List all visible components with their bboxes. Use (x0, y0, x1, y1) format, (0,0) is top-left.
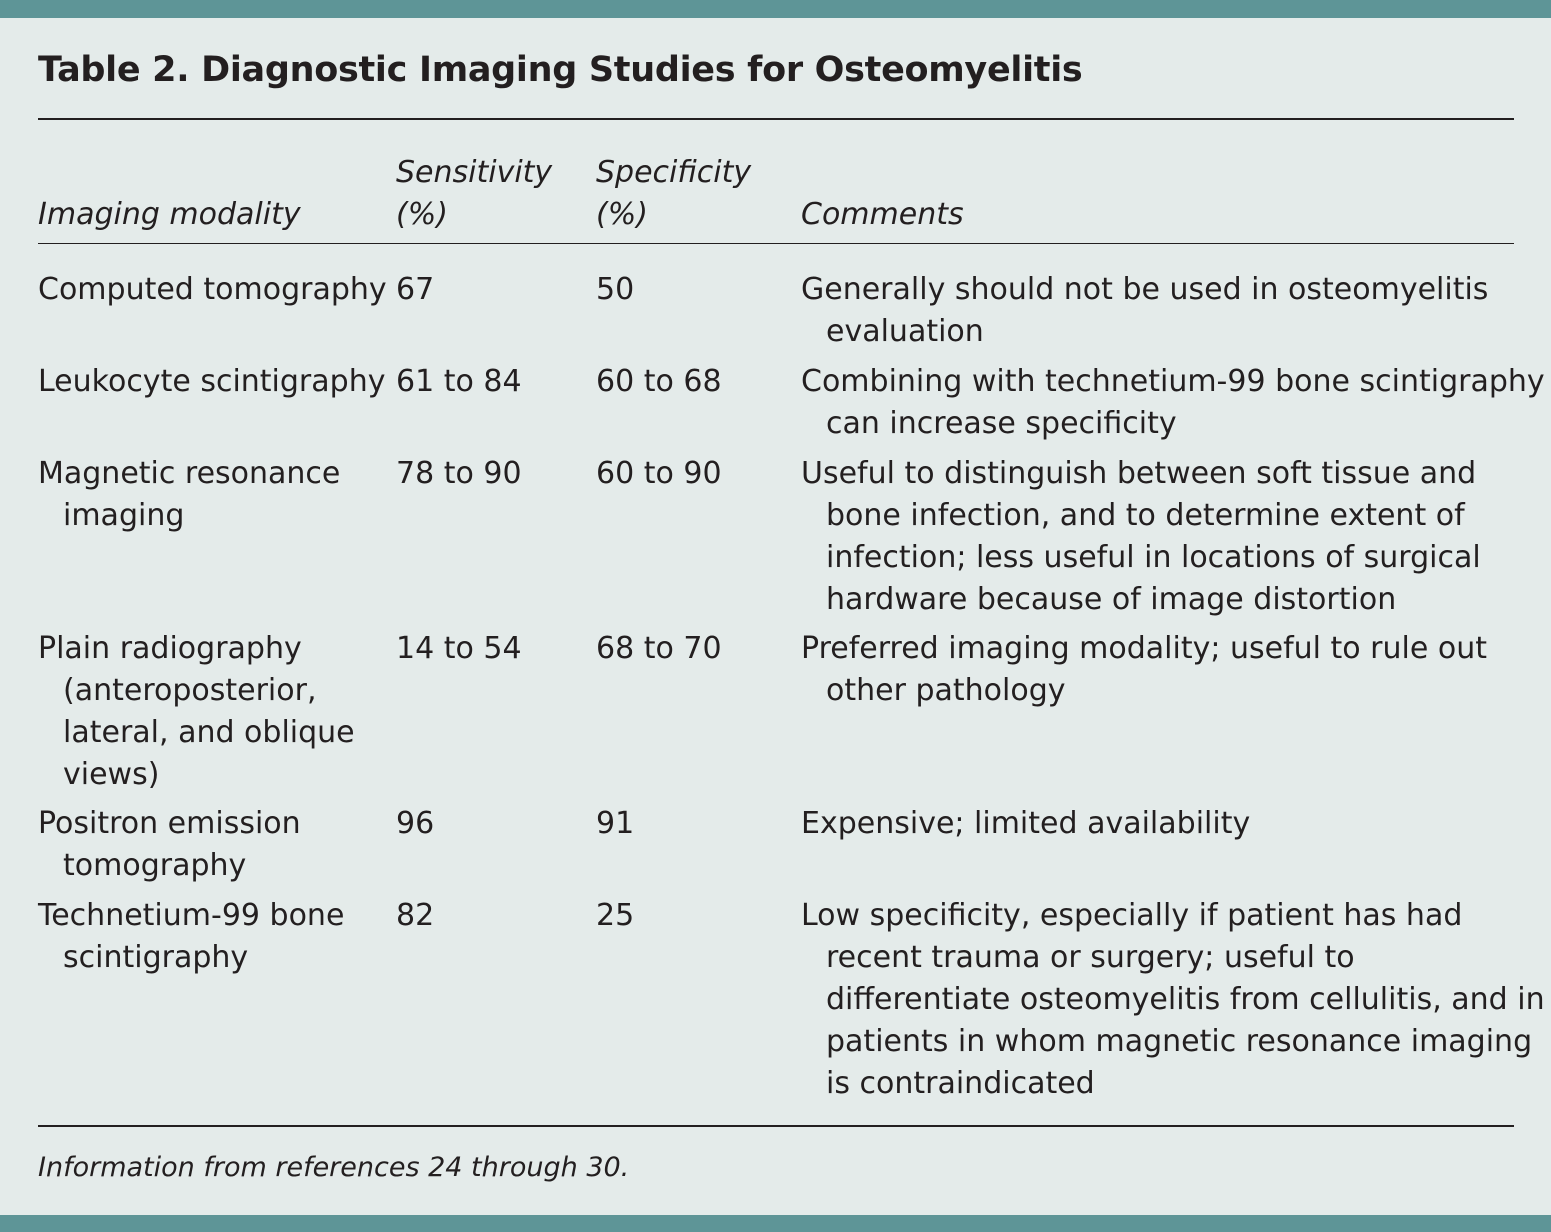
row-pet-sensitivity: 96 (396, 806, 435, 841)
row-plain-radiography-modality: Plain radiography (anteroposterior, lateral, and oblique views) (38, 631, 355, 792)
row-leukocyte-scintigraphy-sensitivity: 61 to 84 (396, 364, 522, 399)
header-sensitivity: Sensitivity (%) (396, 155, 553, 232)
header-specificity: Specificity (%) (596, 155, 752, 232)
row-leukocyte-scintigraphy-comments: Combining with technetium-99 bone scintigraphy can increase specificity (801, 364, 1545, 441)
header-imaging-modality: Imaging modality (38, 197, 301, 232)
row-plain-radiography-sensitivity: 14 to 54 (396, 631, 522, 666)
row-technetium-specificity: 25 (596, 898, 635, 933)
row-plain-radiography-specificity: 68 to 70 (596, 631, 722, 666)
row-technetium-modality: Technetium-99 bone scintigraphy (38, 898, 345, 975)
row-computed-tomography-comments: Generally should not be used in osteomyelitis evaluation (801, 272, 1489, 349)
row-leukocyte-scintigraphy-specificity: 60 to 68 (596, 364, 722, 399)
row-mri-comments: Useful to distinguish between soft tissue and bone infection, and to determine extent of infection; less useful in locations of surgical hardware because of image distortion (801, 456, 1481, 617)
row-mri-modality: Magnetic resonance imaging (38, 456, 341, 533)
table-bottom-rule (38, 1125, 1514, 1127)
title-rule (38, 118, 1514, 120)
row-computed-tomography-sensitivity: 67 (396, 272, 435, 307)
source-footnote: Information from references 24 through 30. (38, 1152, 630, 1183)
row-technetium-sensitivity: 82 (396, 898, 435, 933)
row-plain-radiography-comments: Preferred imaging modality; useful to rule out other pathology (801, 631, 1487, 708)
table-title: Table 2. Diagnostic Imaging Studies for Osteomyelitis (38, 50, 1083, 90)
row-computed-tomography-modality: Computed tomography (38, 272, 387, 307)
header-rule (38, 243, 1514, 244)
row-leukocyte-scintigraphy-modality: Leukocyte scintigraphy (38, 364, 386, 399)
header-comments: Comments (801, 197, 964, 232)
bottom-accent-bar (0, 1215, 1551, 1232)
row-pet-comments: Expensive; limited availability (801, 806, 1251, 841)
row-mri-sensitivity: 78 to 90 (396, 456, 522, 491)
row-computed-tomography-specificity: 50 (596, 272, 635, 307)
row-mri-specificity: 60 to 90 (596, 456, 722, 491)
row-technetium-comments: Low specificity, especially if patient has had recent trauma or surgery; useful to differentiate osteomyelitis from cellulitis, and in patients in whom magnetic resonance imaging is contraindicated (801, 898, 1545, 1101)
row-pet-modality: Positron emission tomography (38, 806, 301, 883)
top-accent-bar (0, 0, 1551, 18)
row-pet-specificity: 91 (596, 806, 635, 841)
